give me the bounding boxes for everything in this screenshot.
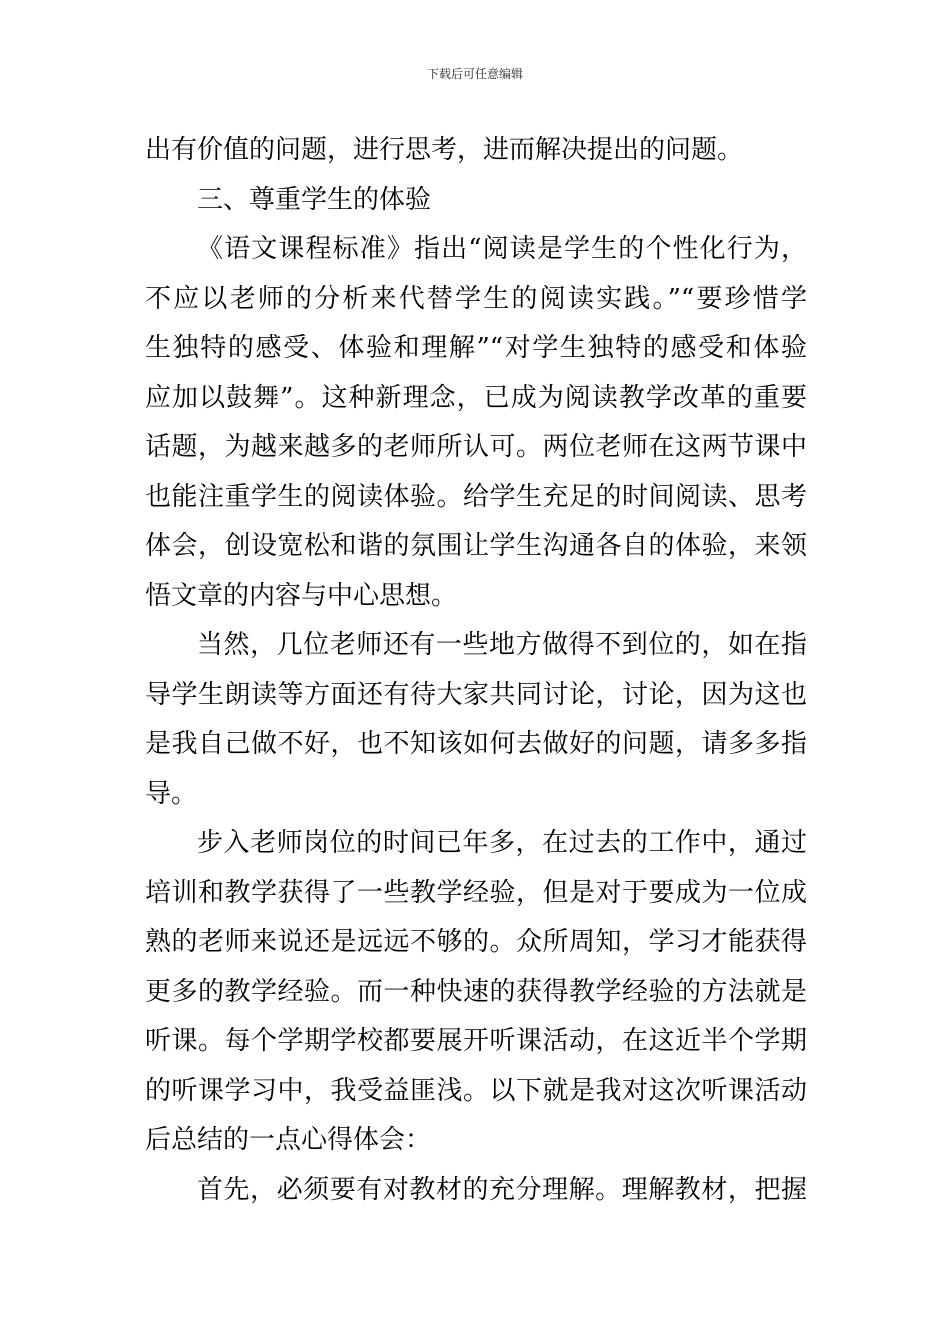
text-line: 也能注重学生的阅读体验。给学生充足的时间阅读、思考 <box>145 481 807 512</box>
text-line: 首先，必须要有对教材的充分理解。理解教材，把握 <box>197 1174 807 1205</box>
text-line: 培训和教学获得了一些教学经验，但是对于要成为一位成 <box>145 877 807 908</box>
text-line: 话题，为越来越多的老师所认可。两位老师在这两节课中 <box>145 432 807 462</box>
text-line: 悟文章的内容与中心思想。 <box>145 580 458 611</box>
section-heading: 三、尊重学生的体验 <box>197 184 432 215</box>
text-line: 当然，几位老师还有一些地方做得不到位的，如在指 <box>197 630 807 660</box>
text-line: 不应以老师的分析来代替学生的阅读实践。”“要珍惜学 <box>145 283 807 314</box>
text-line: 导。 <box>145 778 198 809</box>
document-body <box>145 126 807 1215</box>
text-line: 熟的老师来说还是远远不够的。众所周知，学习才能获得 <box>145 927 807 957</box>
text-line: 《语文课程标准》指出“阅读是学生的个性化行为， <box>197 234 807 264</box>
text-line: 生独特的感受、体验和理解”“对学生独特的感受和体验 <box>145 333 807 363</box>
text-line: 的听课学习中，我受益匪浅。以下就是我对这次听课活动 <box>145 1075 807 1106</box>
text-line: 更多的教学经验。而一种快速的获得教学经验的方法就是 <box>145 976 807 1007</box>
text-line: 应加以鼓舞”。这种新理念，已成为阅读教学改革的重要 <box>145 382 807 413</box>
text-line: 导学生朗读等方面还有待大家共同讨论，讨论，因为这也 <box>145 679 807 710</box>
text-line: 是我自己做不好，也不知该如何去做好的问题，请多多指 <box>145 729 807 759</box>
text-line: 后总结的一点心得体会： <box>145 1125 432 1155</box>
text-line: 出有价值的问题，进行思考，进而解决提出的问题。 <box>145 135 744 165</box>
text-line: 听课。每个学期学校都要展开听课活动，在这近半个学期 <box>145 1026 807 1056</box>
page-header: 下载后可任意编辑 <box>426 67 523 81</box>
text-line: 步入老师岗位的时间已年多，在过去的工作中，通过 <box>197 828 807 858</box>
text-line: 体会，创设宽松和谐的氛围让学生沟通各自的体验，来领 <box>145 531 807 561</box>
